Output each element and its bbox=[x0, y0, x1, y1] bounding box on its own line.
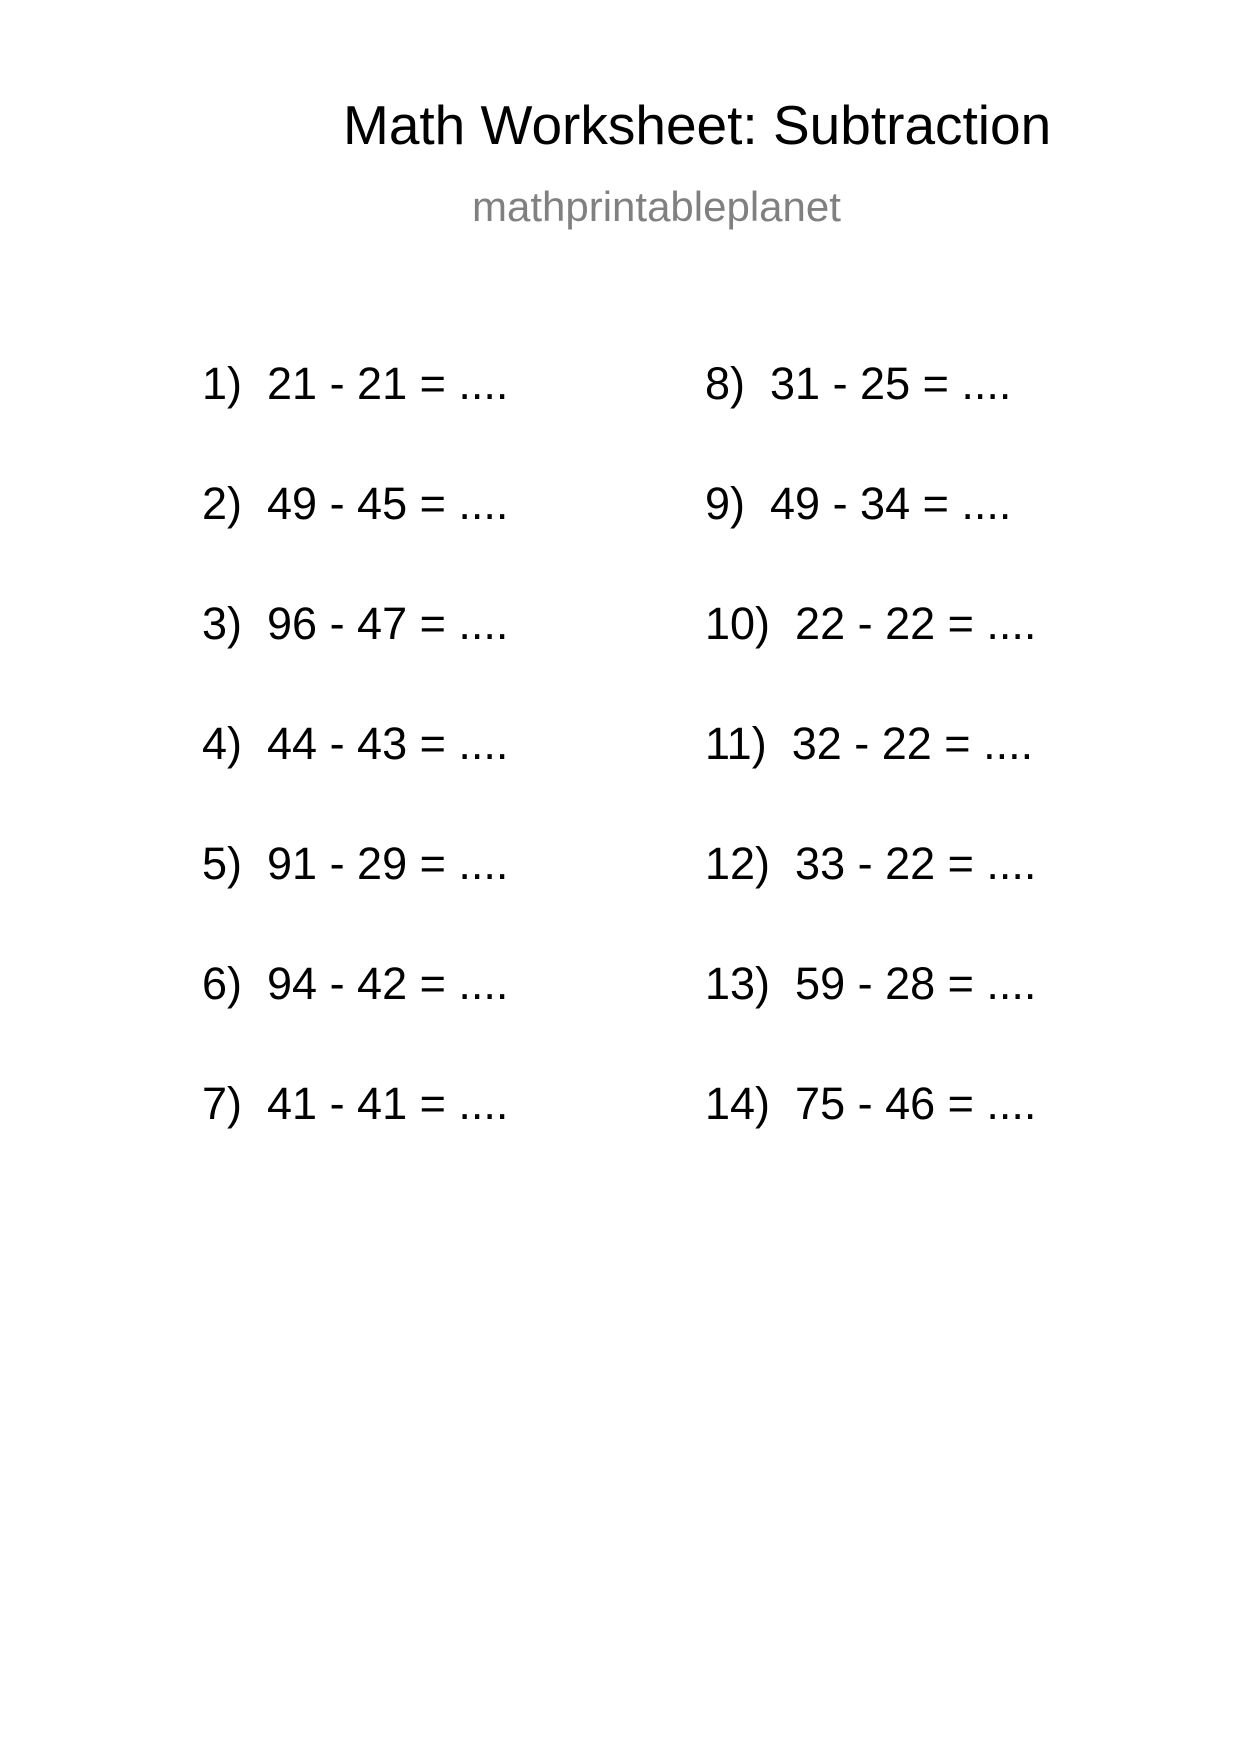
problem-6: 6) 94 - 42 = .... bbox=[202, 958, 509, 1009]
problem-12: 12) 33 - 22 = .... bbox=[705, 838, 1037, 889]
problem-7: 7) 41 - 41 = .... bbox=[202, 1078, 509, 1129]
worksheet-title: Math Worksheet: Subtraction bbox=[343, 94, 1052, 156]
problem-3: 3) 96 - 47 = .... bbox=[202, 598, 509, 649]
problem-14: 14) 75 - 46 = .... bbox=[705, 1078, 1037, 1129]
problem-13: 13) 59 - 28 = .... bbox=[705, 958, 1037, 1009]
problem-8: 8) 31 - 25 = .... bbox=[705, 358, 1012, 409]
problem-9: 9) 49 - 34 = .... bbox=[705, 478, 1012, 529]
problem-11: 11) 32 - 22 = .... bbox=[705, 718, 1034, 769]
problem-10: 10) 22 - 22 = .... bbox=[705, 598, 1037, 649]
problem-1: 1) 21 - 21 = .... bbox=[202, 358, 509, 409]
problem-5: 5) 91 - 29 = .... bbox=[202, 838, 509, 889]
site-name: mathprintableplanet bbox=[472, 183, 841, 230]
problem-4: 4) 44 - 43 = .... bbox=[202, 718, 509, 769]
problem-2: 2) 49 - 45 = .... bbox=[202, 478, 509, 529]
